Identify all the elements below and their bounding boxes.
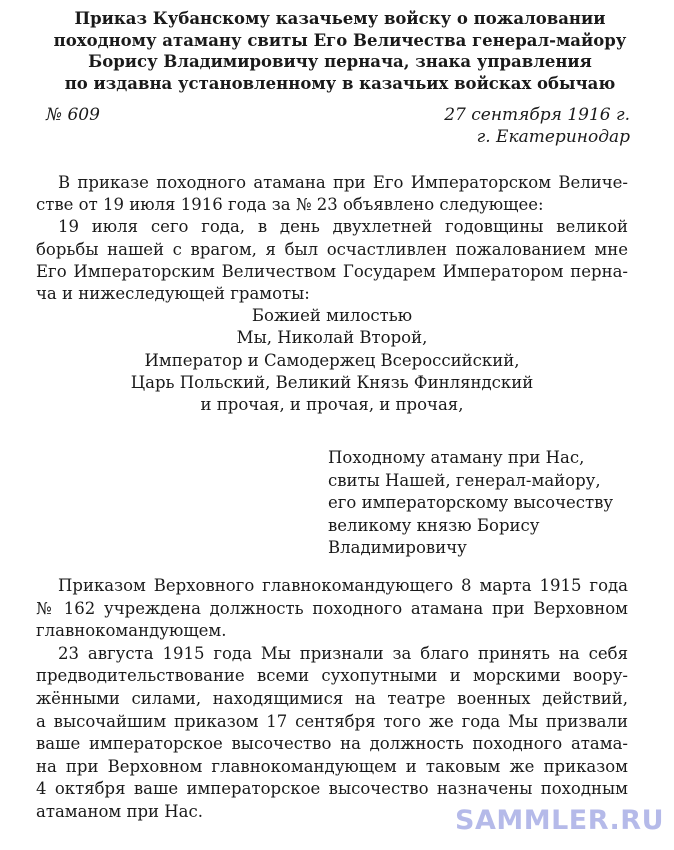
paragraph-1-line: В приказе походного атамана при Его Императорском Величе- [58,173,628,192]
paragraph-2-line: Его Императорским Величеством Государем Императором перна- [36,261,628,281]
paragraph-3-line: главнокомандующем. [36,621,227,641]
paragraph-2-line: 19 июля сего года, в день двухлетней годовщины великой [58,217,628,237]
paragraph-1-line: стве от 19 июля 1916 года за № 23 объявлено следующее: [36,195,544,215]
address-line: великому князю Борису [328,515,540,535]
body-text-lower [36,575,628,824]
paragraph-4-line: жёнными силами, находящимися на театре военных действий, [36,688,628,708]
paragraph-4-line: на при Верховном главнокомандующем и таковым же приказом [36,756,628,776]
address-line: Походному атаману при Нас, [328,448,585,467]
decree-header-line: и прочая, и прочая, и прочая, [200,394,464,414]
paragraph-4-line: 4 октября ваше императорское высочество назначены походным [36,779,628,799]
order-number: № 609 [46,105,100,125]
paragraph-2-line: борьбы нашей с врагом, я был осчастливлен пожалованием мне [36,239,628,259]
title-line: походному атаману свиты Его Величества генерал-майору [53,30,627,50]
address-line: Владимировичу [328,538,467,558]
address-block [328,447,613,560]
decree-header-line: Мы, Николай Второй, [236,328,428,348]
decree-header-line: Император и Самодержец Всероссийский, [144,350,520,370]
paragraph-4-line: предводительствование всеми сухопутными и морскими воору- [36,666,628,686]
order-date: 27 сентября 1916 г. [444,105,630,125]
title-line: Приказ Кубанскому казачьему войску о пожаловании [74,9,606,28]
paragraph-2-line: ча и нижеследующей грамоты: [36,283,310,303]
date-place-block [444,104,630,148]
watermark: SAMMLER.RU [455,805,664,836]
order-place: г. Екатеринодар [476,127,630,147]
address-line: свиты Нашей, генерал-майору, [328,470,601,490]
title-line: Борису Владимировичу пернача, знака управления [88,52,592,71]
paragraph-4-line: атаманом при Нас. [36,801,203,821]
decree-header-line: Божией милостью [251,306,413,326]
body-text-upper [36,172,628,416]
title-line: по издавна установленному в казачьих войсках обычаю [64,73,616,93]
decree-header-line: Царь Польский, Великий Князь Финляндский [130,372,534,392]
address-line: его императорскому высочеству [328,493,614,513]
paragraph-3-line: № 162 учреждена должность походного атамана при Верховном [36,598,628,618]
document-title [40,8,640,94]
paragraph-4-line: а высочайшим приказом 17 сентября того же года Мы призвали [36,711,628,731]
paragraph-4-line: 23 августа 1915 года Мы признали за благо принять на себя [58,643,628,663]
paragraph-4-line: ваше императорское высочество на должность походного атама- [36,734,628,754]
paragraph-3-line: Приказом Верховного главнокомандующего 8 марта 1915 года [58,576,628,595]
